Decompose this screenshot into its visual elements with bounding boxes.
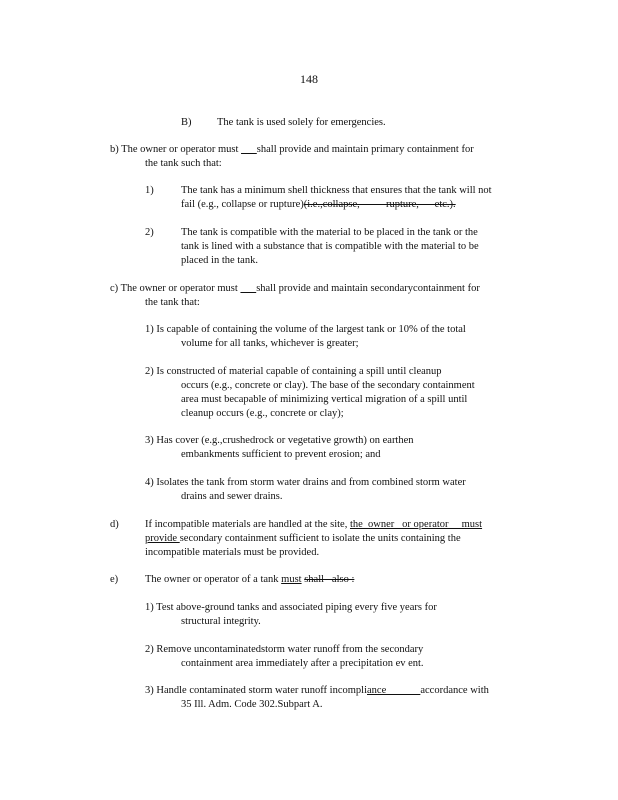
section-d-line1-plain: If incompatible materials are handled at the site, [145, 519, 348, 530]
section-e-item3-line1 [145, 684, 489, 698]
section-e-item2-line1: 2) Remove uncontaminatedstorm water runoff from the secondary [145, 644, 424, 655]
section-b-item1-line2-pre: fail (e.g., collapse or rupture) [181, 199, 304, 210]
section-e-item1-line1: 1) Test above-ground tanks and associated piping every five years for [145, 602, 437, 613]
section-c-line1-post: shall provide and maintain secondarycontainment for [256, 283, 480, 294]
section-b-item2-line1: The tank is compatible with the material to be placed in the tank or the [181, 227, 478, 238]
section-c-blank [240, 283, 256, 294]
section-c-item4-line2: drains and sewer drains. [181, 491, 283, 502]
section-b-item1-line1: The tank has a minimum shell thickness that ensures that the tank will not [181, 185, 492, 196]
section-e-item3-line1-pre: 3) Handle contaminated storm water runoff incompli [145, 685, 367, 696]
section-b-line1 [110, 143, 474, 157]
section-c-item3-line1: 3) Has cover (e.g.,crushedrock or vegetative growth) on earthen [145, 435, 414, 446]
section-e-item3-underlined: ance [367, 685, 421, 696]
section-c-line2: the tank that: [145, 297, 200, 308]
section-d-line3: incompatible materials must be provided. [145, 547, 320, 558]
page-number: 148 [300, 72, 318, 86]
section-b-item2-num: 2) [145, 227, 154, 238]
section-d-line2-post: secondary containment sufficient to isolate the units containing the [179, 533, 461, 544]
section-e-line1 [145, 573, 354, 587]
section-b-line1-post: shall provide and maintain primary containment for [256, 144, 474, 155]
section-c-line1 [110, 282, 480, 296]
section-c-item1-line1: 1) Is capable of containing the volume of the largest tank or 10% of the total [145, 324, 466, 335]
section-c-item2-line4: cleanup occurs (e.g., concrete or clay); [181, 408, 344, 419]
section-d-line2 [145, 532, 461, 546]
section-b-line2: the tank such that: [145, 158, 222, 169]
section-c-line1-pre: c) The owner or operator must [110, 283, 238, 294]
item-b-label: B) [181, 117, 192, 128]
section-b-item2-line2: tank is lined with a substance that is compatible with the material to be [181, 241, 479, 252]
section-e-item1-line2: structural integrity. [181, 616, 261, 627]
section-e-label: e) [110, 574, 119, 585]
section-e-item3-line1-post: accordance with [420, 685, 489, 696]
section-b-item1-num: 1) [145, 185, 154, 196]
section-c-item4-line1: 4) Isolates the tank from storm water drains and from combined storm water [145, 477, 466, 488]
section-c-item2-line1: 2) Is constructed of material capable of containing a spill until cleanup [145, 366, 442, 377]
section-c-item2-line2: occurs (e.g., concrete or clay). The base of the secondary containment [181, 380, 475, 391]
section-e-item2-line2: containment area immediately after a precipitation ev ent. [181, 658, 424, 669]
section-c-item2-line3: area must becapable of minimizing vertical migration of a spill until [181, 394, 468, 405]
section-e-line1-struck: shall also : [304, 574, 355, 585]
section-d-label: d) [110, 519, 119, 530]
item-b-text: The tank is used solely for emergencies. [217, 117, 386, 128]
section-e-line1-underlined: must [281, 574, 302, 585]
section-b-item2-line3: placed in the tank. [181, 255, 258, 266]
section-d-line2-underlined: provide [145, 533, 180, 544]
section-b-blank [241, 144, 257, 155]
section-c-item3-line2: embankments sufficient to prevent erosion; and [181, 449, 381, 460]
section-d-line1 [145, 518, 482, 532]
section-e-line1-pre: The owner or operator of a tank [145, 574, 279, 585]
section-b-line1-pre: b) The owner or operator must [110, 144, 239, 155]
section-d-line1-underlined: the owner or operator must [349, 519, 483, 530]
section-b-item1-line2 [181, 198, 456, 212]
section-b-item1-struck: (i.e.,collapse, rupture, etc.). [303, 199, 456, 210]
section-c-item1-line2: volume for all tanks, whichever is greater; [181, 338, 359, 349]
section-e-item3-line2: 35 Ill. Adm. Code 302.Subpart A. [181, 699, 323, 710]
